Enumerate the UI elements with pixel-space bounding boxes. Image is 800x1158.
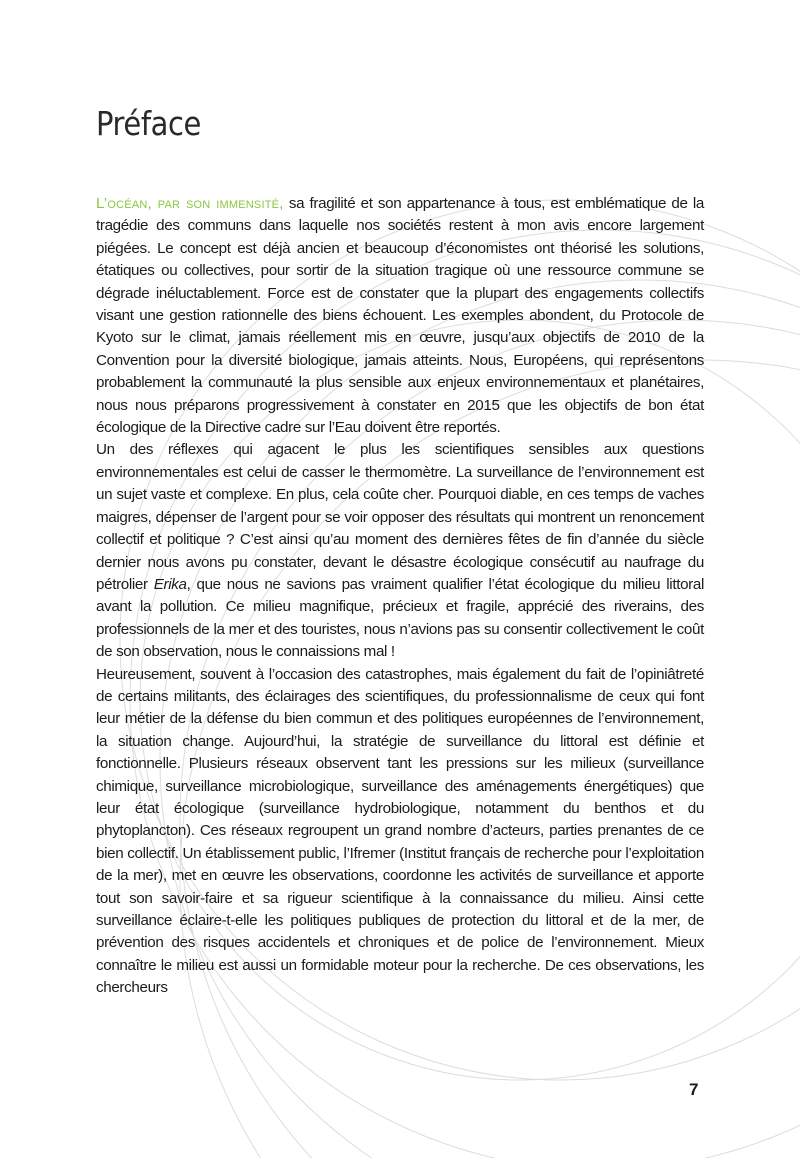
paragraph-3 bbox=[96, 664, 704, 1000]
page-title: Préface bbox=[96, 104, 201, 143]
paragraph-2-text-start: Un des réflexes qui agacent le plus les scientifiques sensibles aux questions environnementales est celui de casser le thermomètre. La surveillance de l’environnement est un sujet vaste et complexe. En plus, cela coûte cher. Pourquoi diable, en ces temps de vaches maigres, dépenser de l’argent pour se voir opposer des résultats qui montrent un renoncement collectif et politique ? C’est ainsi qu’au moment des dernières fêtes de fin d’année du siècle dernier nous avons pu constater, devant le désastre écologique consécutif au naufrage du pétrolier bbox=[96, 441, 704, 593]
page-number: 7 bbox=[689, 1080, 699, 1099]
paragraph-2 bbox=[96, 439, 704, 663]
paragraph-3-text: Heureusement, souvent à l’occasion des catastrophes, mais également du fait de l’opiniâtreté de certains militants, des éclairages des scientifiques, du professionnalisme de ceux qui font leur métier de la défense du bien commun et des politiques européennes de l’environnement, la situation change. Aujourd’hui, la stratégie de surveillance du littoral est définie et fonctionnelle. Plusieurs réseaux observent tant les pressions sur les milieux (surveillance chimique, surveillance microbiologique, surveillance des aménagements énergétiques) que leur état écologique (surveillance hydrobiologique, notamment du benthos et du phytoplancton). Ces réseaux regroupent un grand nombre d’acteurs, parties prenantes de ce bien collectif. Un établissement public, l’Ifremer (Institut français de recherche pour l’exploitation de la mer), met en œuvre les observations, coordonne les activités de surveillance et apporte tout son savoir-faire et sa rigueur scientifique à la connaissance du milieu. Ainsi cette surveillance éclaire-t-elle les politiques publiques de protection du littoral et de la mer, de prévention des risques accidentels et chroniques et de police de l’environnement. Mieux connaître le milieu est aussi un formidable moteur pour la recherche. De ces observations, les chercheurs bbox=[96, 665, 704, 997]
ship-name-italic: Erika bbox=[153, 575, 187, 593]
paragraph-2-text-end: , que nous ne savions pas vraiment qualifier l’état écologique du milieu littoral avant la pollution. Ce milieu magnifique, précieux et fragile, apprécié des riverains, des professionnels de la mer et des touristes, nous n’avions pas su consentir collectivement le coût de son observation, nous le connaissions mal ! bbox=[96, 575, 704, 661]
body-text bbox=[96, 193, 704, 1000]
lead-in-text: L’océan, par son immensité, bbox=[96, 195, 284, 212]
paragraph-1 bbox=[96, 193, 704, 439]
paragraph-1-text: sa fragilité et son appartenance à tous, est emblématique de la tragédie des communs dans laquelle nos sociétés restent à mon avis encore largement piégées. Le concept est déjà ancien et beaucoup d’économistes ont théorisé les solutions, étatiques ou collectives, pour sortir de la situation tragique où une ressource commune se dégrade inéluctablement. Force est de constater que la plupart des engagements collectifs visant une gestion rationnelle des biens échouent. Les exemples abondent, du Protocole de Kyoto sur le climat, jamais réellement mis en œuvre, jusqu’aux objectifs de 2010 de la Convention pour la diversité biologique, jamais atteints. Nous, Européens, qui représentons probablement la communauté la plus sensible aux enjeux environnementaux et planétaires, nous nous préparons progressivement à constater en 2015 que les objectifs de bon état écologique de la Directive cadre sur l’Eau doivent être reportés. bbox=[96, 195, 704, 437]
